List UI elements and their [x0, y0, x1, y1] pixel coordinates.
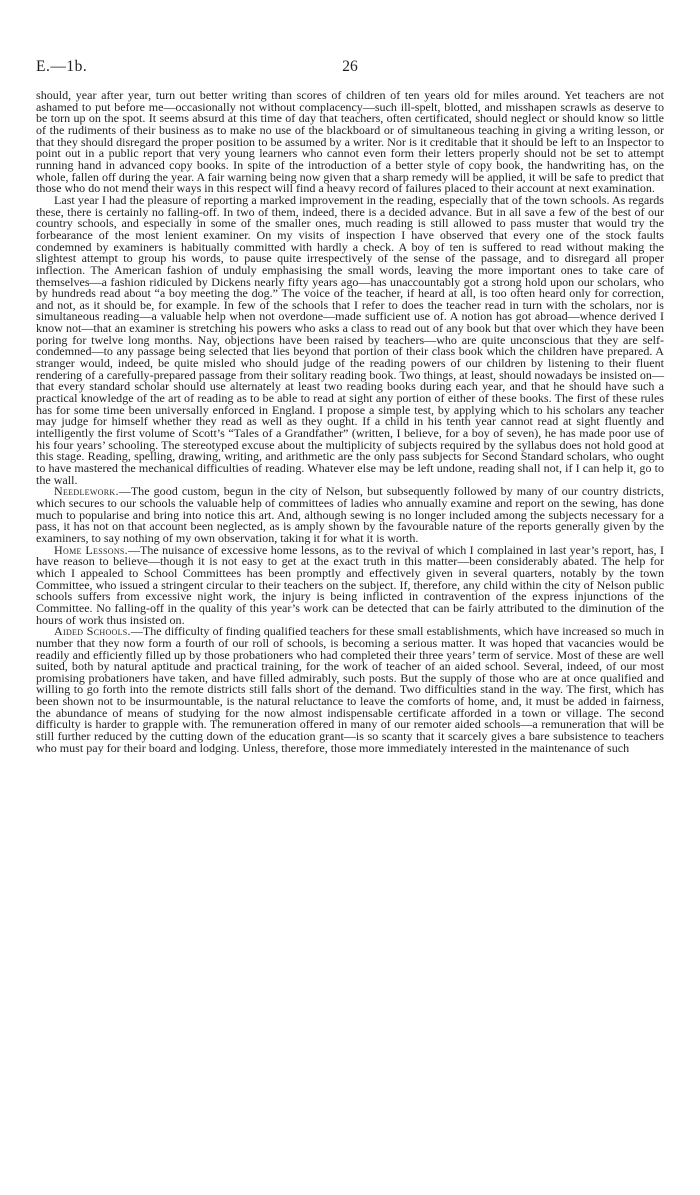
paragraph-text: —The good custom, begun in the city of Nelson, but subsequently followed by many of our country districts, which secures to our schools the valuable help of committees of ladies who annually examine and report on the sewing, has done much to popularise and bring into notice this art. And, although sewing is no longer included among the subjects necessary for a pass, it has not on that account been neglected, as is amply shown by the favourable nature of the reports generally given by the examiners, to say nothing of my own observation, taking it for what it is worth. — [36, 484, 664, 545]
section-heading: Home Lessons. — [54, 542, 128, 557]
paragraph-needlework — [36, 486, 664, 544]
paragraph-text: —The difficulty of finding qualified teachers for these small establishments, which have increased so much in number that they now form a fourth of our roll of schools, is becoming a serious matter. It was hoped that vacancies would be readily and efficiently filled up by those probationers who had completed their three years’ term of service. Most of these are well suited, both by natural aptitude and practical training, for the work of teacher of an aided school. Several, indeed, of our most promising probationers have taken, and have filled admirably, such posts. But the supply of those who are at once qualified and willing to go forth into the remote districts still falls short of the demand. Two difficulties stand in the way. The first, which has been shown not to be insurmountable, is the natural reluctance to leave the comforts of home, and, it must be added in fairness, the abundance of means of studying for the now almost indispensable certificate afforded in a town or village. The second difficulty is harder to grapple with. The remuneration offered in many of our remoter aided schools—a remuneration that will be still further reduced by the cutting down of the education grant—is so scanty that it scarcely gives a bare subsistence to teachers who must pay for their board and lodging. Unless, therefore, those more immediately interested in the maintenance of such — [36, 624, 664, 755]
page-header — [36, 58, 664, 80]
section-heading: Needlework. — [54, 484, 119, 499]
paragraph-home-lessons — [36, 542, 664, 627]
paragraph-writing — [36, 90, 664, 195]
section-heading: Aided Schools. — [54, 624, 131, 639]
paragraph-text: Last year I had the pleasure of reporting a marked improvement in the reading, especially that of the town schools. As regards these, there is certainly no falling-off. In two of them, indeed, there is a decided advance. But in all save a few of the best of our country schools, and especially in some of the smaller ones, much reading is still allowed to pass muster that would try the forbearance of the most lenient examiner. On my visits of inspection I have observed that every one of the stock faults condemned by examiners is habitually committed with hardly a check. A boy of ten is suffered to read without making the slightest attempt to group his words, to pause quite irrespectively of the sense of the passage, and to disregard all proper inflection. The American fashion of unduly emphasising the small words, leaving the more important ones to take care of themselves—a fashion ridiculed by Dickens nearly fifty years ago—has unaccountably got a strong hold upon our scholars, who by hundreds read about “a boy meeting the dog.” The voice of the teacher, if heard at all, is too often heard only for correction, and not, as it should be, for example. In few of the schools that I refer to does the teacher read in turn with the scholars, nor is simultaneous reading—a valuable help when not overdone—made sufficient use of. A notion has got abroad—whence derived I know not—that an examiner is stretching his powers who asks a class to read out of any book but that over which they have been poring for twelve long months. Nay, objections have been raised by teachers—who are quite unconscious that they are self-condemned—to any passage being selected that lies beyond that portion of their class book which the children have prepared. A stranger would, indeed, be quite misled who should judge of the reading powers of our children by listening to their fluent rendering of a carefully-prepared passage from their solitary reading book. Two things, at least, should nowadays be insisted on—that every standard scholar should use alternately at least two reading books during each year, and that he should have such a practical knowledge of the art of reading as to be able to read at sight any portion of either of these books. The first of these rules has for some time been universally enforced in England. I propose a simple test, by applying which to his scholars any teacher may judge for himself whether they read as well as they ought. If a child in his tenth year cannot read at sight fluently and intelligently the first volume of Scott’s “Tales of a Grandfather” (written, I believe, for a boy of seven), he has made poor use of his four years’ schooling. The stereotyped excuse about the multiplicity of subjects required by the syllabus does not hold good at this stage. Reading, spelling, drawing, writing, and arithmetic are the only pass subjects for Second Standard scholars, who ought to have mastered the mechanical difficulties of reading. Whatever else may be left undone, reading shall not, if I can help it, go to the wall. — [36, 192, 664, 487]
report-body — [36, 90, 664, 754]
paragraph-reading — [36, 192, 664, 487]
paragraph-aided-schools — [36, 626, 664, 754]
page-number: 26 — [342, 58, 358, 75]
document-reference: E.—1b. — [36, 58, 88, 75]
paragraph-text: —The nuisance of excessive home lessons, as to the revival of which I complained in last year’s report, has, I have reason to believe—though it is not easy to get at the exact truth in this matter—been considerably abated. The help for which I appealed to School Committees has been promptly and effectively given in several quarters, notably by the town Committee, who issued a stringent circular to their teachers on the subject. If, therefore, any child within the city of Nelson public schools suffers from excessive night work, the injury is being inflicted in contravention of the express injunctions of the Committee. No falling-off in the quality of this year’s work can be detected that can be fairly attributed to the diminution of the hours of work thus insisted on. — [36, 542, 664, 627]
paragraph-text: should, year after year, turn out better writing than scores of children of ten years old for miles around. Yet teachers are not ashamed to put before me—occasionally not without complacency—such ill-spelt, blotted, and misshapen scrawls as deserve to be torn up on the spot. It seems absurd at this time of day that teachers, often certificated, should neglect or should know so little of the rudiments of their business as to make no use of the blackboard or of simultaneous teaching in giving a writing lesson, or that they should disregard the proper position to be assumed by a writer. Nor is it creditable that it should be left to an Inspector to point out in a public report that very young learners who cannot even form their letters properly should not be set to attempt running hand in advanced copy books. In spite of the introduction of a better style of copy book, the handwriting has, on the whole, fallen off during the year. A fair warning being now given that a sharp remedy will be applied, it will be safe to predict that those who do not mend their ways in this respect will find a heavy record of failures placed to their account at next examination. — [36, 88, 664, 196]
